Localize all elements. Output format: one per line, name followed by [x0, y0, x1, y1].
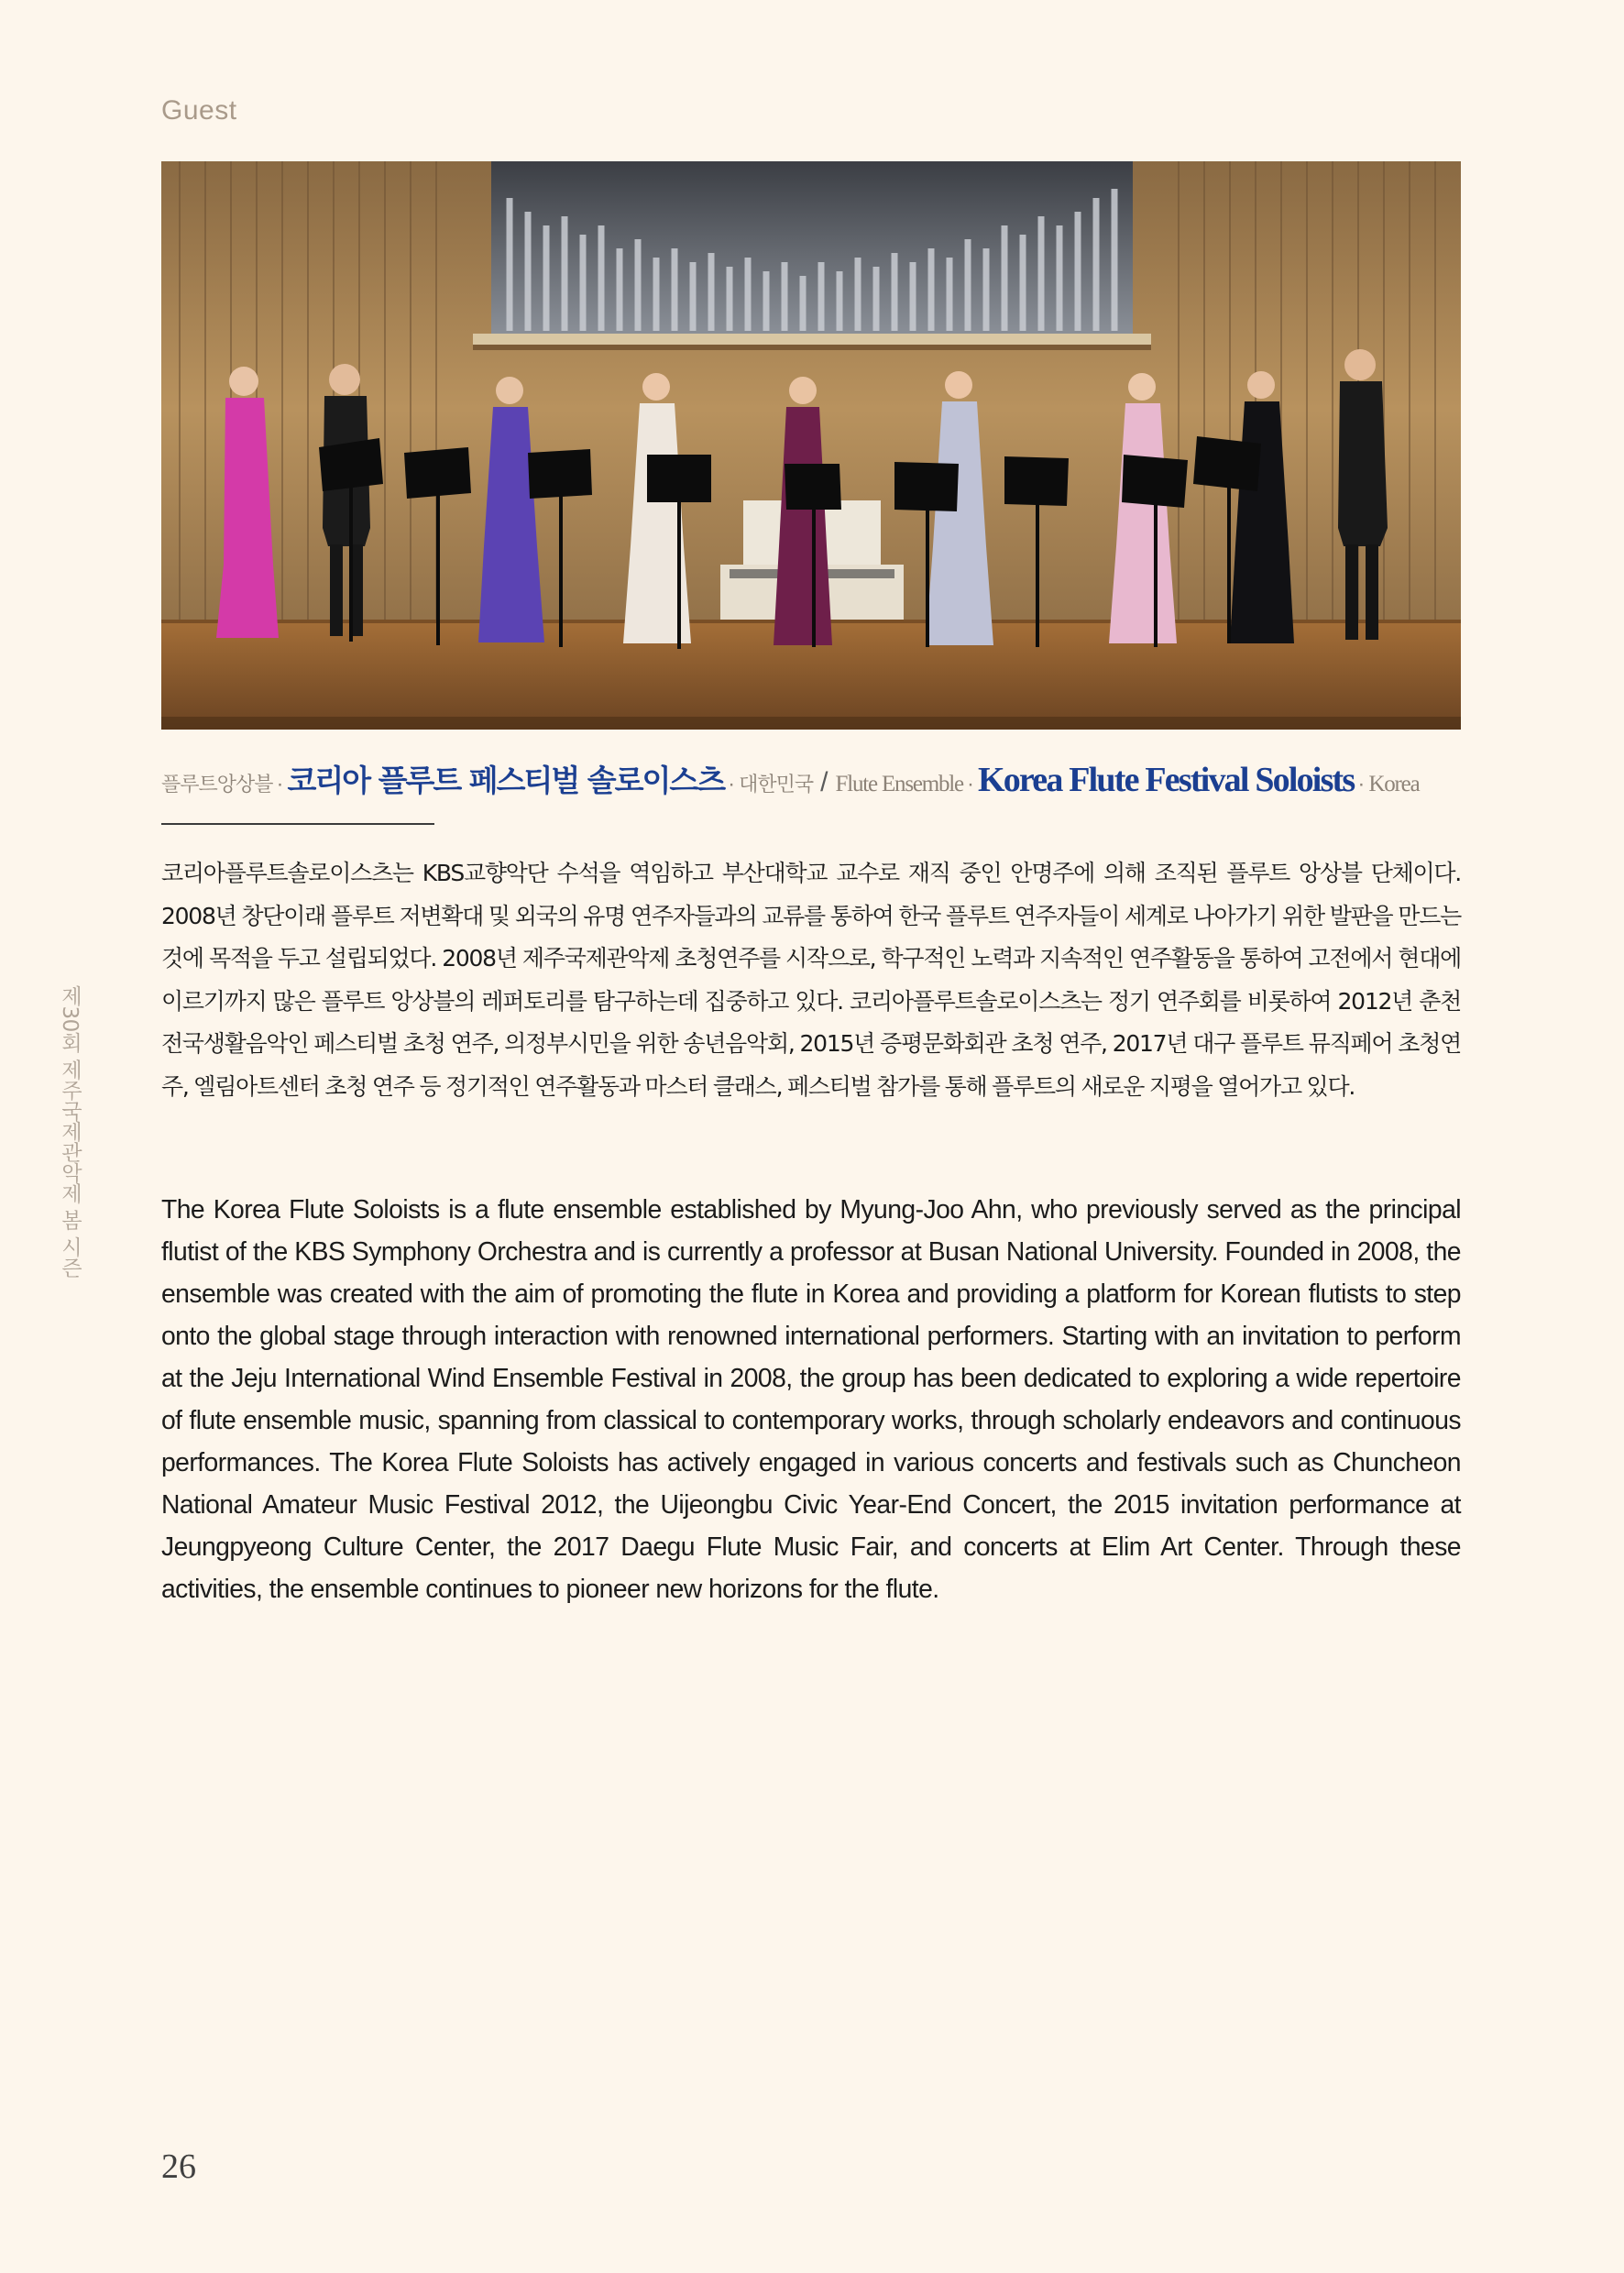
caption-en-category: Flute Ensemble — [835, 772, 963, 796]
ensemble-photo — [161, 161, 1461, 730]
paragraph-english: The Korea Flute Soloists is a flute ensemble established by Myung-Joo Ahn, who previously served as the principal flutist of the KBS Symphony Orchestra and is currently a professor at Busan National University. Founded in 2008, the ensemble was created with the aim of promoting the flute in Korea and providing a platform for Korean flutists to step onto the global stage through interaction with renowned international performers. Starting with an invitation to perform at the Jeju International Wind Ensemble Festival in 2008, the group has been dedicated to exploring a wide repertoire of flute ensemble music, spanning from classical to contemporary works, through scholarly endeavors and continuous performances. The Korea Flute Soloists has actively engaged in various concerts and festivals such as Chuncheon National Amateur Music Festival 2012, the Uijeongbu Civic Year-End Concert, the 2015 invitation performance at Jeungpyeong Culture Center, the 2017 Daegu Flute Music Fair, and concerts at Elim Art Center. Through these activities, the ensemble continues to pioneer new horizons for the flute. — [161, 1194, 1461, 1603]
photo-caption — [161, 757, 1461, 803]
caption-en-country: Korea — [1368, 772, 1420, 796]
ensemble-photo-illustration — [161, 161, 1461, 730]
caption-separator: · — [728, 772, 736, 796]
section-label: Guest — [161, 95, 237, 126]
paragraph-korean: 코리아플루트솔로이스츠는 KBS교향악단 수석을 역임하고 부산대학교 교수로 재직 중인 안명주에 의해 조직된 플루트 앙상블 단체이다. 2008년 창단이래 플루트 저변확대 및 외국의 유명 연주자들과의 교류를 통하여 한국 플루트 연주자들이 세계로 나아가기 위한 발판을 만드는 것에 목적을 두고 설립되었다. 2008년 제주국제관악제 초청연주를 시작으로, 학구적인 노력과 지속적인 연주활동을 통하여 고전에서 현대에 이르기까지 많은 플루트 앙상블의 레퍼토리를 탐구하는데 집중하고 있다. 코리아플루트솔로이스츠는 정기 연주회를 비롯하여 2012년 춘천전국생활음악인 페스티벌 초청 연주, 의정부시민을 위한 송년음악회, 2015년 증평문화회관 초청 연주, 2017년 대구 플루트 뮤직페어 초청연주, 엘림아트센터 초청 연주 등 정기적인 연주활동과 마스터 클래스, 페스티벌 참가를 통해 플루트의 새로운 지평을 열어가고 있다. — [161, 860, 1461, 1100]
caption-separator: · — [276, 772, 284, 796]
caption-en-ensemble-name: Korea Flute Festival Soloists — [977, 761, 1355, 799]
side-vertical-label: 제30회 제주국제관악제 봄 시즌 — [58, 985, 82, 1278]
caption-ko-country: 대한민국 — [739, 774, 814, 796]
page-number: 26 — [161, 2147, 196, 2186]
caption-separator: · — [966, 772, 974, 796]
caption-ko-category: 플루트앙상블 — [161, 774, 273, 796]
caption-underline — [161, 823, 434, 825]
caption-separator: · — [1357, 772, 1366, 796]
caption-slash: / — [820, 767, 828, 797]
caption-ko-ensemble-name: 코리아 플루트 페스티벌 솔로이스츠 — [287, 763, 725, 798]
